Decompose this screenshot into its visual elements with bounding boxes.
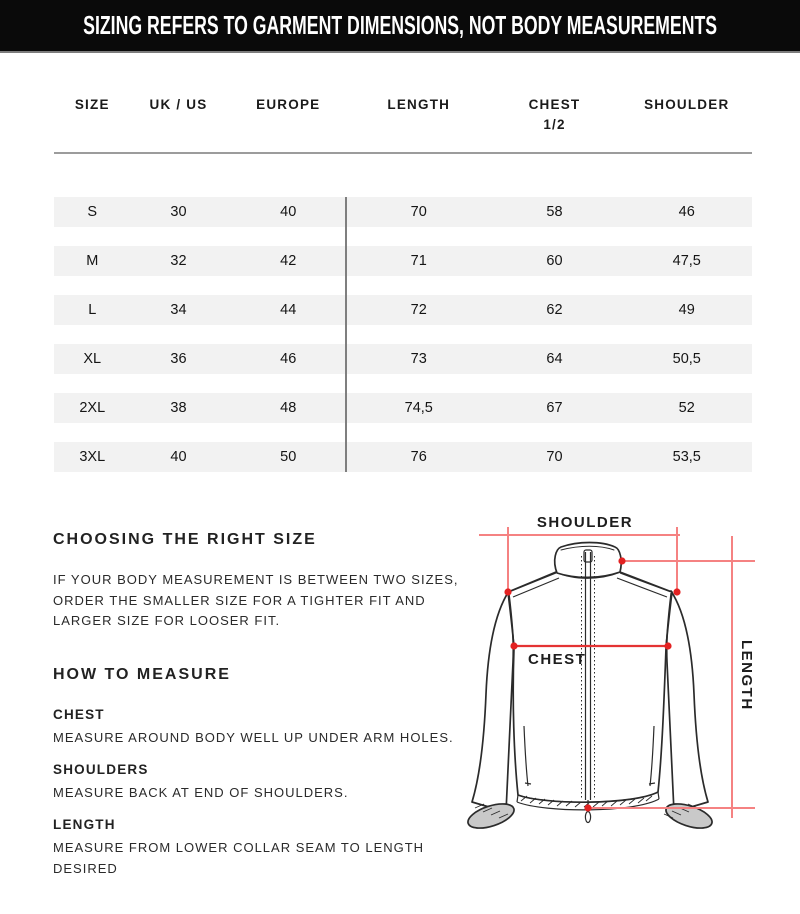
cell-size: 2XL [79, 400, 106, 416]
header-uk-us: UK / US [149, 97, 208, 112]
header-chest [488, 95, 622, 135]
cell-length: 71 [410, 253, 427, 269]
table-row [54, 197, 752, 227]
cell-chest: 60 [546, 253, 563, 269]
cell-chest: 64 [546, 351, 563, 367]
chest-label: CHEST [528, 651, 587, 668]
cell-length: 72 [410, 302, 427, 318]
table-row [54, 442, 752, 472]
cell-ukus: 40 [170, 449, 187, 465]
cell-europe: 42 [280, 253, 297, 269]
cell-length: 76 [410, 449, 427, 465]
header-size: SIZE [74, 97, 110, 112]
cell-ukus: 36 [170, 351, 187, 367]
measure-length-description [53, 838, 424, 879]
paragraph-line: ORDER THE SMALLER SIZE FOR A TIGHTER FIT AND [53, 592, 426, 608]
measure-chest-title: CHEST [53, 707, 105, 722]
header-shoulder: SHOULDER [644, 97, 730, 112]
cell-europe: 48 [280, 400, 297, 416]
size-table-body [54, 197, 752, 491]
cell-chest: 62 [546, 302, 563, 318]
jacket-measurement-diagram [450, 495, 790, 900]
measure-shoulders-title: SHOULDERS [53, 762, 149, 777]
table-column-divider [345, 197, 347, 472]
cell-size: L [88, 302, 97, 318]
cell-chest: 70 [546, 449, 563, 465]
jacket-diagram-svg [450, 495, 790, 895]
cell-europe: 50 [280, 449, 297, 465]
shoulder-label: SHOULDER [536, 514, 634, 531]
cell-shoulder: 50,5 [672, 351, 701, 367]
header-chest-line1: CHEST [528, 97, 581, 112]
cell-size: S [87, 204, 98, 220]
sizing-disclaimer-banner [0, 0, 800, 53]
cell-size: 3XL [79, 449, 106, 465]
table-row [54, 344, 752, 374]
cell-size: XL [83, 351, 102, 367]
choosing-size-paragraph [53, 570, 458, 632]
paragraph-line: DESIRED [53, 860, 118, 876]
cell-ukus: 32 [170, 253, 187, 269]
table-header-rule [54, 152, 752, 154]
how-to-measure-title: HOW TO MEASURE [53, 666, 231, 683]
header-length: LENGTH [387, 97, 451, 112]
cell-shoulder: 53,5 [672, 449, 701, 465]
length-label: LENGTH [738, 640, 755, 711]
cell-europe: 40 [280, 204, 297, 220]
cell-shoulder: 49 [678, 302, 695, 318]
cell-chest: 67 [546, 400, 563, 416]
cell-length: 73 [410, 351, 427, 367]
cell-shoulder: 47,5 [672, 253, 701, 269]
measure-length-title: LENGTH [53, 817, 116, 832]
table-row [54, 246, 752, 276]
cell-shoulder: 46 [678, 204, 695, 220]
cell-ukus: 30 [170, 204, 187, 220]
cell-ukus: 34 [170, 302, 187, 318]
cell-size: M [86, 253, 99, 269]
cell-ukus: 38 [170, 400, 187, 416]
table-row [54, 295, 752, 325]
size-table-header [54, 95, 752, 135]
measure-shoulders-description: MEASURE BACK AT END OF SHOULDERS. [53, 785, 349, 800]
paragraph-line: IF YOUR BODY MEASUREMENT IS BETWEEN TWO SIZES, [53, 572, 459, 587]
cell-chest: 58 [546, 204, 563, 220]
cell-length: 70 [410, 204, 427, 220]
measure-chest-description: MEASURE AROUND BODY WELL UP UNDER ARM HOLES. [53, 730, 454, 745]
paragraph-line: MEASURE FROM LOWER COLLAR SEAM TO LENGTH [53, 840, 425, 855]
table-row [54, 393, 752, 423]
cell-europe: 46 [280, 351, 297, 367]
cell-europe: 44 [280, 302, 297, 318]
header-europe: EUROPE [256, 97, 321, 112]
paragraph-line: LARGER SIZE FOR LOOSER FIT. [53, 613, 281, 628]
header-chest-line2: 1/2 [543, 117, 566, 132]
cell-shoulder: 52 [678, 400, 695, 416]
banner-text: SIZING REFERS TO GARMENT DIMENSIONS, NOT BODY MEASUREMENTS [83, 10, 717, 40]
choosing-size-title: CHOOSING THE RIGHT SIZE [53, 531, 317, 548]
cell-length: 74,5 [404, 400, 433, 416]
